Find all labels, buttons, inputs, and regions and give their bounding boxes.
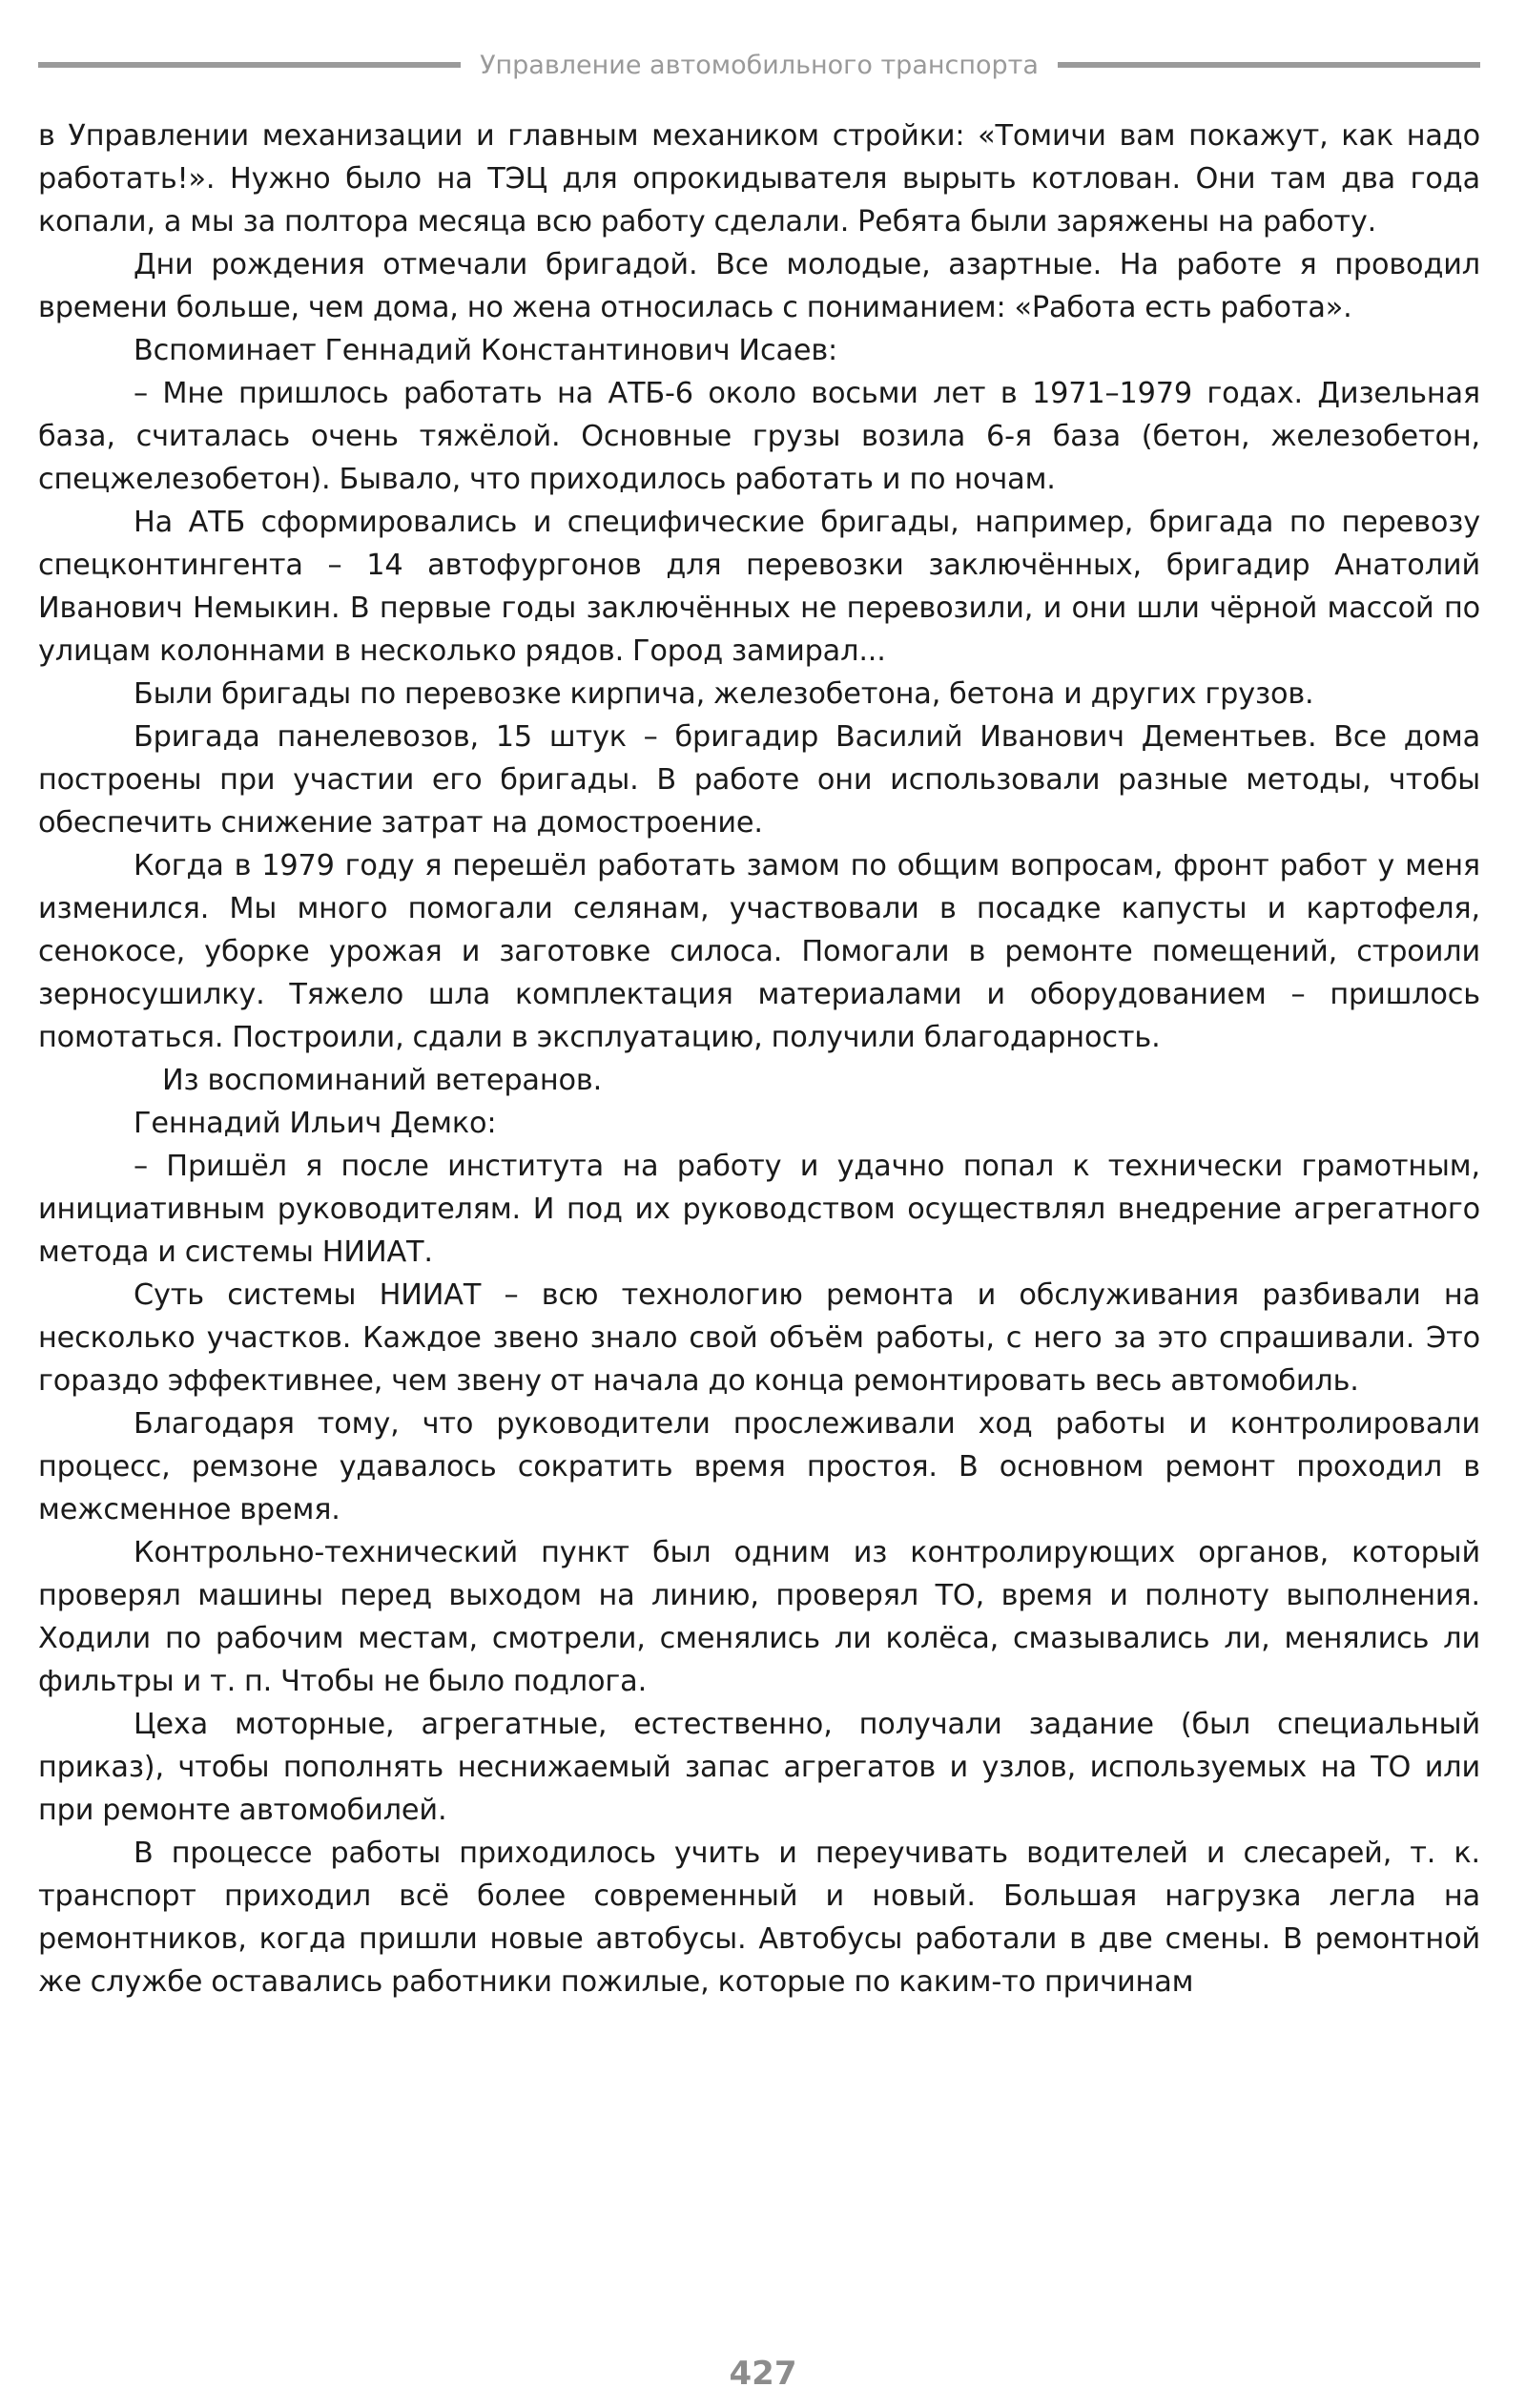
paragraph: На АТБ сформировались и специфические бригады, например, бригада по перевозу спецконтингента – 14 автофургонов для перевозки заключённых, бригадир Анатолий Иванович Немыкин. В первые годы заключённых не перевозили, и они шли чёрной массой по улицам колоннами в несколько рядов. Город замирал... (38, 506, 1480, 668)
header-rule-left (38, 62, 461, 68)
header-rule-right (1058, 62, 1480, 68)
paragraph: Вспоминает Геннадий Константинович Исаев: (134, 334, 838, 367)
paragraph: Дни рождения отмечали бригадой. Все молодые, азартные. На работе я проводил времени больше, чем дома, но жена относилась с пониманием: «Работа есть работа». (38, 248, 1480, 324)
running-header (38, 44, 1480, 86)
paragraph: Благодаря тому, что руководители прослеживали ход работы и контролировали процесс, ремзоне удавалось сократить время простоя. В основном ремонт проходил в межсменное время. (38, 1407, 1480, 1526)
paragraph: Были бригады по перевозке кирпича, железобетона, бетона и других грузов. (134, 677, 1314, 711)
page-body (38, 114, 1480, 2003)
paragraph: В процессе работы приходилось учить и переучивать водителей и слесарей, т. к. транспорт приходил всё более современный и новый. Большая нагрузка легла на ремонтников, когда пришли новые автобусы. Автобусы работали в две смены. В ремонтной же службе оставались работники пожилые, которые по каким-то причинам (38, 1837, 1480, 1999)
paragraph: Контрольно-технический пункт был одним из контролирующих органов, который проверял машины перед выходом на линию, проверял ТО, время и полноту выполнения. Ходили по рабочим местам, смотрели, сменялись ли колёса, смазывались ли, менялись ли фильтры и т. п. Чтобы не было подлога. (38, 1536, 1480, 1698)
paragraph: в Управлении механизации и главным механиком стройки: «Томичи вам покажут, как надо работать!». Нужно было на ТЭЦ для опрокидывателя вырыть котлован. Они там два года копали, а мы за полтора месяца всю работу сделали. Ребята были заряжены на работу. (38, 119, 1480, 239)
paragraph: – Мне пришлось работать на АТБ-6 около восьми лет в 1971–1979 годах. Дизельная база, считалась очень тяжёлой. Основные грузы возила 6-я база (бетон, железобетон, спецжелезобетон). Бывало, что приходилось работать и по ночам. (38, 377, 1480, 496)
paragraph: – Пришёл я после института на работу и удачно попал к технически грамотным, инициативным руководителям. И под их руководством осуществлял внедрение агрегатного метода и системы НИИАТ. (38, 1150, 1480, 1269)
paragraph: Когда в 1979 году я перешёл работать замом по общим вопросам, фронт работ у меня изменился. Мы много помогали селянам, участвовали в посадке капусты и картофеля, сенокосе, уборке урожая и заготовке силоса. Помогали в ремонте помещений, строили зерносушилку. Тяжело шла комплектация материалами и оборудованием – пришлось помотаться. Построили, сдали в эксплуатацию, получили благодарность. (38, 849, 1480, 1054)
paragraph: Бригада панелевозов, 15 штук – бригадир Василий Иванович Дементьев. Все дома построены при участии его бригады. В работе они использовали разные методы, чтобы обеспечить снижение затрат на домостроение. (38, 720, 1480, 840)
paragraph: Цеха моторные, агрегатные, естественно, получали задание (был специальный приказ), чтобы пополнять неснижаемый запас агрегатов и узлов, используемых на ТО или при ремонте автомобилей. (38, 1708, 1480, 1827)
paragraph: Из воспоминаний ветеранов. (162, 1064, 603, 1097)
page-number: 427 (729, 2355, 797, 2393)
running-title: Управление автомобильного транспорта (480, 50, 1039, 80)
paragraph: Геннадий Ильич Демко: (134, 1107, 497, 1140)
paragraph: Суть системы НИИАТ – всю технологию ремонта и обслуживания разбивали на несколько участков. Каждое звено знало свой объём работы, с него за это спрашивали. Это гораздо эффективнее, чем звену от начала до конца ремонтировать весь автомобиль. (38, 1278, 1480, 1398)
